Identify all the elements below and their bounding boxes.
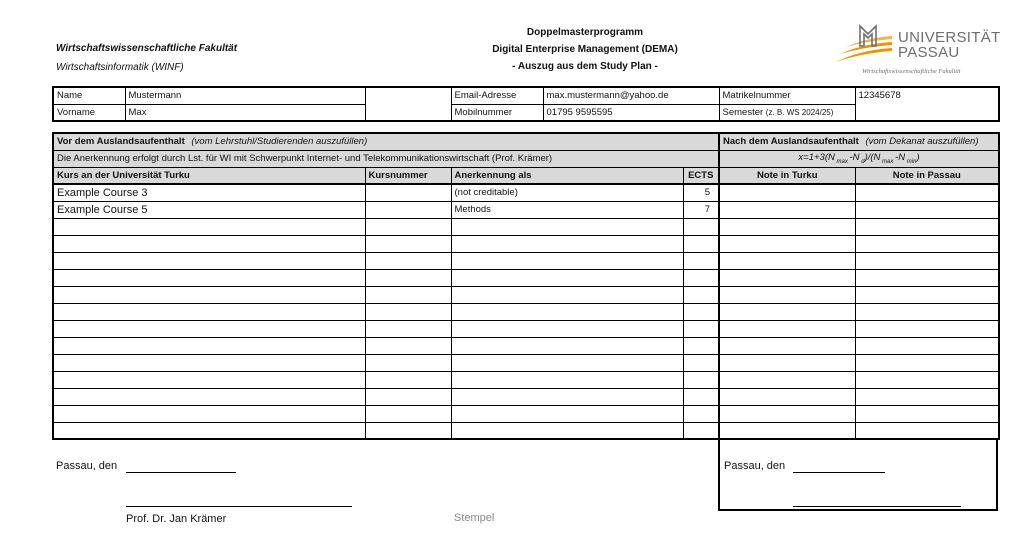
recognized-as-cell[interactable] xyxy=(451,303,683,320)
program-title-line1: Doppelmasterprogramm xyxy=(526,27,644,38)
semester-label xyxy=(719,104,855,121)
col-header-course: Kurs an der Universität Turku xyxy=(53,167,365,184)
recognized-as-cell[interactable] xyxy=(451,286,683,303)
grade-turku-cell[interactable] xyxy=(719,218,855,235)
grade-conversion-formula: x=1+3(N $_{max}$ -N $_d$)/(N $_{max}$ -N $_{min}$) xyxy=(719,150,999,167)
university-logo-icon xyxy=(832,24,896,68)
course-no-cell[interactable] xyxy=(365,235,451,252)
grade-passau-cell[interactable] xyxy=(855,269,999,286)
recognized-as-cell[interactable] xyxy=(451,320,683,337)
table-row xyxy=(53,269,999,286)
blank-cell xyxy=(365,87,451,121)
after-stay-hint: (vom Dekanat auszufüllen) xyxy=(865,136,979,148)
course-no-cell[interactable] xyxy=(365,252,451,269)
program-title-line2: Digital Enterprise Management (DEMA) xyxy=(492,44,678,55)
recognized-as-cell[interactable]: (not creditable) xyxy=(451,184,683,201)
grade-passau-cell[interactable] xyxy=(855,303,999,320)
table-row xyxy=(53,371,999,388)
course-cell[interactable] xyxy=(53,354,365,371)
table-row xyxy=(53,201,999,218)
course-cell[interactable] xyxy=(53,388,365,405)
date-line-right[interactable] xyxy=(793,472,885,473)
personal-info-table xyxy=(52,86,1000,122)
course-no-cell[interactable] xyxy=(365,422,451,439)
grade-turku-cell[interactable] xyxy=(719,371,855,388)
grade-turku-cell[interactable] xyxy=(719,184,855,201)
course-cell[interactable] xyxy=(53,320,365,337)
grade-passau-cell[interactable] xyxy=(855,201,999,218)
grade-passau-cell[interactable] xyxy=(855,405,999,422)
col-header-course-no: Kursnummer xyxy=(365,167,451,184)
grade-turku-cell[interactable] xyxy=(719,235,855,252)
grade-turku-cell[interactable] xyxy=(719,269,855,286)
grade-passau-cell[interactable] xyxy=(855,286,999,303)
mobile-field[interactable]: 01795 9595595 xyxy=(543,104,719,121)
grade-turku-cell[interactable] xyxy=(719,337,855,354)
table-row xyxy=(53,303,999,320)
col-header-grade-turku: Note in Turku xyxy=(719,167,855,184)
table-row xyxy=(53,252,999,269)
table-row xyxy=(53,286,999,303)
after-stay-title: Nach dem Auslandsaufenthalt xyxy=(723,136,859,148)
table-row xyxy=(53,354,999,371)
stamp-label: Stempel xyxy=(454,512,495,524)
table-row xyxy=(53,337,999,354)
course-no-cell[interactable] xyxy=(365,184,451,201)
dean-signature-box xyxy=(718,440,998,511)
grade-passau-cell[interactable] xyxy=(855,388,999,405)
grade-passau-cell[interactable] xyxy=(855,371,999,388)
recognized-as-cell[interactable] xyxy=(451,354,683,371)
recognized-as-cell[interactable] xyxy=(451,422,683,439)
recognized-as-cell[interactable] xyxy=(451,269,683,286)
grade-turku-cell[interactable] xyxy=(719,354,855,371)
before-stay-hint: (vom Lehrstuhl/Studierenden auszufüllen) xyxy=(191,136,368,148)
table-row xyxy=(53,388,999,405)
table-row xyxy=(53,320,999,337)
ects-cell[interactable] xyxy=(683,405,719,422)
course-cell[interactable] xyxy=(53,269,365,286)
ects-cell[interactable] xyxy=(683,320,719,337)
course-cell[interactable] xyxy=(53,235,365,252)
table-row xyxy=(53,218,999,235)
ects-cell[interactable] xyxy=(683,286,719,303)
course-no-cell[interactable] xyxy=(365,269,451,286)
course-cell[interactable] xyxy=(53,337,365,354)
place-date-left: Passau, den xyxy=(56,460,118,472)
table-row xyxy=(53,405,999,422)
ects-cell[interactable] xyxy=(683,371,719,388)
recognition-note: Die Anerkennung erfolgt durch Lst. für WI mit Schwerpunkt Internet- und Telekommunikationswirtschaft (Prof. Krämer) xyxy=(53,150,719,167)
logo-line1: UNIVERSITÄT xyxy=(898,29,1001,46)
program-title-line3: - Auszug aus dem Study Plan - xyxy=(512,61,658,72)
course-cell[interactable] xyxy=(53,303,365,320)
course-no-cell[interactable] xyxy=(365,337,451,354)
ects-cell[interactable] xyxy=(683,303,719,320)
course-rows xyxy=(53,184,999,439)
ects-cell[interactable] xyxy=(683,354,719,371)
signature-line-right[interactable] xyxy=(793,506,961,507)
semester-label-text: Semester xyxy=(722,106,764,118)
semester-hint: (z. B. WS 2024/25) xyxy=(765,107,834,117)
course-no-cell[interactable] xyxy=(365,201,451,218)
grade-passau-cell[interactable] xyxy=(855,422,999,439)
recognized-as-cell[interactable] xyxy=(451,388,683,405)
course-table xyxy=(52,132,1000,440)
grade-turku-cell[interactable] xyxy=(719,405,855,422)
ects-cell[interactable] xyxy=(683,388,719,405)
grade-turku-cell[interactable] xyxy=(719,286,855,303)
university-logo xyxy=(832,24,1002,80)
col-header-ects: ECTS xyxy=(683,167,719,184)
course-cell[interactable]: Example Course 3 xyxy=(53,184,365,201)
recognized-as-cell[interactable] xyxy=(451,405,683,422)
mobile-label: Mobilnummer xyxy=(451,104,543,121)
course-no-cell[interactable] xyxy=(365,405,451,422)
after-stay-header xyxy=(719,133,999,150)
recognized-as-cell[interactable]: Methods xyxy=(451,201,683,218)
firstname-field[interactable]: Max xyxy=(125,104,365,121)
course-cell[interactable] xyxy=(53,371,365,388)
grade-passau-cell[interactable] xyxy=(855,354,999,371)
course-no-cell[interactable] xyxy=(365,286,451,303)
signature-line-left[interactable] xyxy=(126,506,352,507)
course-cell[interactable] xyxy=(53,422,365,439)
grade-turku-cell[interactable] xyxy=(719,201,855,218)
name-label: Name xyxy=(53,87,125,104)
table-row xyxy=(53,235,999,252)
recognized-as-cell[interactable] xyxy=(451,252,683,269)
matrikel-label: Matrikelnummer xyxy=(719,87,855,104)
course-cell[interactable] xyxy=(53,252,365,269)
table-row xyxy=(53,184,999,201)
place-date-right: Passau, den xyxy=(724,460,786,472)
ects-cell[interactable]: 5 xyxy=(683,184,719,201)
faculty-name: Wirtschaftswissenschaftliche Fakultät xyxy=(56,43,238,54)
ects-cell[interactable] xyxy=(683,337,719,354)
matrikel-field[interactable]: 12345678 xyxy=(855,87,999,121)
course-no-cell[interactable] xyxy=(365,371,451,388)
grade-passau-cell[interactable] xyxy=(855,184,999,201)
professor-name: Prof. Dr. Jan Krämer xyxy=(126,513,227,525)
recognized-as-cell[interactable] xyxy=(451,371,683,388)
grade-turku-cell[interactable] xyxy=(719,320,855,337)
col-header-recognized-as: Anerkennung als xyxy=(451,167,683,184)
course-cell[interactable] xyxy=(53,286,365,303)
ects-cell[interactable] xyxy=(683,218,719,235)
firstname-label: Vorname xyxy=(53,104,125,121)
col-header-grade-passau: Note in Passau xyxy=(855,167,999,184)
recognized-as-cell[interactable] xyxy=(451,218,683,235)
course-cell[interactable] xyxy=(53,405,365,422)
ects-cell[interactable] xyxy=(683,235,719,252)
email-field[interactable]: max.mustermann@yahoo.de xyxy=(543,87,719,104)
grade-turku-cell[interactable] xyxy=(719,303,855,320)
recognized-as-cell[interactable] xyxy=(451,337,683,354)
logo-wordmark xyxy=(898,30,1000,60)
before-stay-title: Vor dem Auslandsaufenthalt xyxy=(57,136,185,148)
department-name: Wirtschaftsinformatik (WINF) xyxy=(56,62,184,73)
email-label: Email-Adresse xyxy=(451,87,543,104)
logo-line2: PASSAU xyxy=(898,44,960,61)
logo-subtitle: Wirtschaftswissenschaftliche Fakultät xyxy=(862,68,961,75)
grade-passau-cell[interactable] xyxy=(855,235,999,252)
grade-passau-cell[interactable] xyxy=(855,337,999,354)
grade-turku-cell[interactable] xyxy=(719,422,855,439)
table-row xyxy=(53,422,999,439)
grade-passau-cell[interactable] xyxy=(855,218,999,235)
grade-passau-cell[interactable] xyxy=(855,320,999,337)
course-no-cell[interactable] xyxy=(365,354,451,371)
course-no-cell[interactable] xyxy=(365,388,451,405)
course-no-cell[interactable] xyxy=(365,320,451,337)
course-cell[interactable] xyxy=(53,218,365,235)
ects-cell[interactable] xyxy=(683,422,719,439)
course-no-cell[interactable] xyxy=(365,303,451,320)
before-stay-header xyxy=(53,133,719,150)
grade-turku-cell[interactable] xyxy=(719,252,855,269)
ects-cell[interactable]: 7 xyxy=(683,201,719,218)
grade-turku-cell[interactable] xyxy=(719,388,855,405)
grade-passau-cell[interactable] xyxy=(855,252,999,269)
recognized-as-cell[interactable] xyxy=(451,235,683,252)
name-field[interactable]: Mustermann xyxy=(125,87,365,104)
ects-cell[interactable] xyxy=(683,252,719,269)
course-no-cell[interactable] xyxy=(365,218,451,235)
ects-cell[interactable] xyxy=(683,269,719,286)
date-line-left[interactable] xyxy=(126,472,236,473)
course-cell[interactable]: Example Course 5 xyxy=(53,201,365,218)
